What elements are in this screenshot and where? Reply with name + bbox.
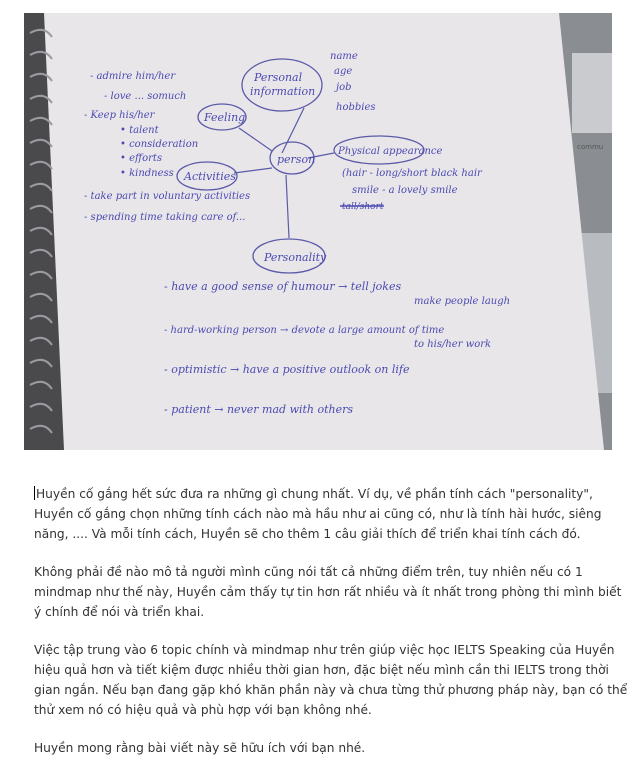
feeling-item: • kindness [120, 168, 174, 179]
feeling-item: - admire him/her [90, 71, 176, 82]
personal-item: name [330, 51, 358, 62]
feeling-item: • talent [120, 125, 159, 136]
bubble-feeling: Feeling [204, 111, 246, 124]
article-paragraph: Huyền cố gắng hết sức đưa ra những gì chung nhất. Ví dụ, về phần tính cách "personality", Huyền cố gắng chọn những tính cách nào mà hầu như ai cũng có, như là tính hài hước, siêng năng, .... Và mỗi tính cách, Huyền sẽ cho thêm 1 câu giải thích để triển khai tính cách đó. [34, 487, 602, 541]
laptop-keys [572, 53, 612, 133]
bubble-activities: Activities [184, 170, 236, 183]
feeling-item: • consideration [120, 139, 199, 150]
article-paragraph: Huyền mong rằng bài viết này sẽ hữu ích với bạn nhé. [34, 741, 366, 755]
bubble-physical: Physical appearance [338, 146, 443, 157]
activities-item: - take part in voluntary activities [84, 191, 251, 202]
personal-item: job [336, 82, 352, 93]
personality-item: to his/her work [414, 339, 492, 350]
personality-item: - have a good sense of humour → tell jokes [164, 280, 402, 293]
personality-item: - patient → never mad with others [164, 403, 354, 416]
feeling-item: • efforts [120, 153, 163, 164]
bubble-personal-2: information [250, 85, 316, 98]
mindmap-photo [24, 13, 612, 450]
personality-item: make people laugh [414, 296, 511, 307]
article-body [34, 484, 628, 776]
bubble-personality: Personality [264, 251, 327, 264]
physical-item: tall/short [342, 202, 384, 212]
bubble-personal-1: Personal [254, 71, 303, 84]
feeling-item: - love ... somuch [104, 91, 187, 102]
feeling-item: - Keep his/her [84, 110, 155, 121]
physical-item: smile - a lovely smile [352, 185, 458, 196]
physical-item: (hair - long/short black hair [342, 168, 482, 179]
center-node: person [277, 153, 316, 166]
activities-item: - spending time taking care of... [84, 212, 246, 223]
personality-item: - optimistic → have a positive outlook on life [164, 363, 410, 376]
personal-item: hobbies [336, 102, 376, 113]
article-paragraph: Không phải đề nào mô tả người mình cũng nói tất cả những điểm trên, tuy nhiên nếu có 1 mindmap như thế này, Huyền cảm thấy tự tin hơn rất nhiều và ít nhất trong phòng thi mình biết ý chính để nói và triển khai. [34, 565, 622, 619]
text-cursor [34, 486, 35, 500]
laptop-label: commu [577, 143, 604, 151]
article-paragraph: Việc tập trung vào 6 topic chính và mindmap như trên giúp việc học IELTS Speaking của Huyền hiệu quả hơn và tiết kiệm được nhiều thời gian hơn, đặc biệt nếu mình cần thi IELTS trong thời gian ngắn. Nếu bạn đang gặp khó khăn phần này và chưa từng thử phương pháp này, bạn có thể thử xem nó có hiệu quả và phù hợp với bạn không nhé. [34, 643, 628, 717]
personality-item: - hard-working person → devote a large amount of time [164, 325, 445, 336]
personal-item: age [334, 66, 353, 77]
